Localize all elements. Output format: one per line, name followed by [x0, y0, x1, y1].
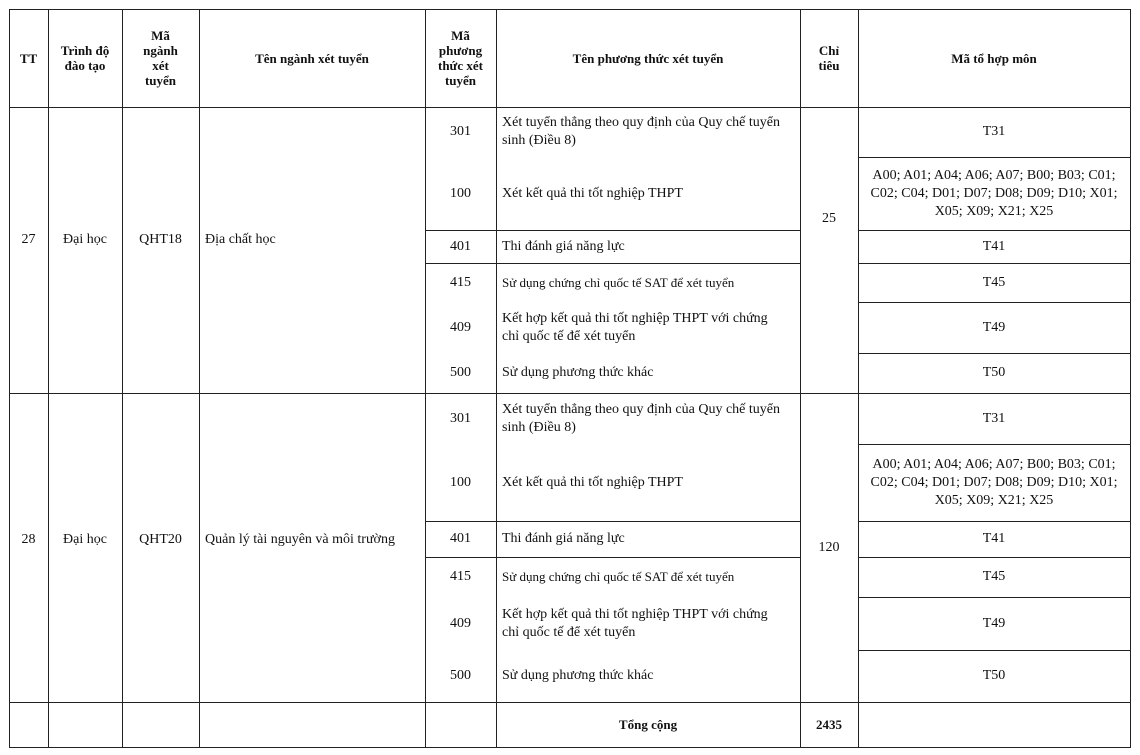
column-border-8 — [1130, 9, 1131, 748]
method-name-text: Xét tuyển thẳng theo quy định của Quy chế tuyển sinh (Điều 8) — [502, 115, 780, 148]
method-combo-text: T41 — [982, 531, 1006, 546]
method-combo-text: A00; A01; A04; A06; A07; B00; B03; C01; C02; C04; D01; D07; D08; D09; D10; X01; X05; X09; X21; X25 — [870, 167, 1118, 219]
total-label — [496, 702, 800, 747]
method-name — [496, 650, 800, 702]
method-name-text: Xét kết quả thi tốt nghiệp THPT — [502, 474, 683, 490]
program-level — [48, 228, 122, 252]
method-combo — [858, 521, 1130, 557]
method-name — [496, 393, 800, 444]
header-tt-text: TT — [19, 50, 38, 66]
method-code-text: 401 — [450, 531, 471, 546]
method-combo — [858, 444, 1130, 521]
method-name-text: Kết hợp kết quả thi tốt nghiệp THPT với chứng chỉ quốc tế để xét tuyển — [502, 606, 768, 640]
header-level — [48, 9, 122, 107]
method-code — [425, 157, 496, 230]
method-combo — [858, 157, 1130, 230]
method-combo — [858, 353, 1130, 393]
method-combo — [858, 107, 1130, 157]
method-code-text: 500 — [450, 668, 471, 683]
header-method-name — [496, 9, 800, 107]
method-code-text: 409 — [450, 615, 471, 631]
program-code — [122, 228, 199, 252]
program-quota-text: 25 — [822, 211, 836, 226]
header-major-code — [122, 9, 199, 107]
program-name — [199, 520, 425, 560]
program-quota-text: 120 — [818, 540, 840, 555]
header-quota — [800, 9, 858, 107]
method-combo-text: A00; A01; A04; A06; A07; B00; B03; C01; C02; C04; D01; D07; D08; D09; D10; X01; X05; X09; X21; X25 — [870, 456, 1118, 508]
header-major-name-text: Tên ngành xét tuyển — [255, 50, 369, 66]
method-code-text: 415 — [450, 569, 471, 584]
program-code-text: QHT18 — [139, 232, 182, 247]
method-code-text: 401 — [450, 238, 471, 254]
method-code — [425, 444, 496, 521]
method-name-text: Sử dụng chứng chỉ quốc tế SAT để xét tuyển — [502, 569, 735, 584]
method-code-text: 100 — [450, 474, 471, 490]
header-quota-text: Chỉ tiêu — [818, 43, 840, 73]
method-combo-text: T49 — [982, 615, 1006, 631]
header-major-code-text: Mã ngành xét tuyển — [143, 28, 178, 88]
method-code — [425, 107, 496, 157]
program-quota — [800, 536, 858, 560]
program-tt — [9, 528, 48, 552]
method-combo — [858, 650, 1130, 702]
method-combo — [858, 302, 1130, 353]
method-code — [425, 521, 496, 557]
header-level-text: Trình độ đào tạo — [60, 43, 110, 73]
program-quota — [800, 207, 858, 231]
method-code — [425, 302, 496, 353]
column-border-1 — [48, 9, 49, 748]
program-tt-text: 28 — [21, 532, 36, 547]
program-tt-text: 27 — [21, 232, 36, 247]
method-name — [496, 302, 800, 353]
column-border-6 — [800, 9, 801, 748]
method-name-text: Thi đánh giá năng lực — [502, 238, 625, 254]
total-value-text: 2435 — [816, 717, 842, 732]
method-name-text: Xét kết quả thi tốt nghiệp THPT — [502, 185, 683, 201]
method-name-text: Sử dụng chứng chỉ quốc tế SAT để xét tuyển — [502, 274, 735, 290]
column-border-2 — [122, 9, 123, 748]
method-combo — [858, 557, 1130, 597]
program-level-text: Đại học — [63, 232, 107, 247]
method-name — [496, 230, 800, 263]
program-name — [199, 220, 425, 260]
method-name-text: Sử dụng phương thức khác — [502, 668, 654, 683]
method-code — [425, 650, 496, 702]
method-name — [496, 107, 800, 157]
method-name-text: Xét tuyển thẳng theo quy định của Quy chế tuyển sinh (Điều 8) — [502, 401, 780, 435]
program-name-text: Địa chất học — [205, 232, 276, 247]
table-bottom-border — [9, 747, 1131, 748]
program-tt — [9, 228, 48, 252]
method-code — [425, 597, 496, 650]
method-name-text: Sử dụng phương thức khác — [502, 365, 654, 380]
header-method-code — [425, 9, 496, 107]
method-code — [425, 353, 496, 393]
header-method-name-text: Tên phương thức xét tuyển — [572, 50, 724, 66]
method-code-text: 415 — [450, 274, 471, 290]
column-border-3 — [199, 9, 200, 748]
program-name-text: Quản lý tài nguyên và môi trường — [205, 532, 395, 547]
program-level-text: Đại học — [63, 532, 107, 547]
method-code — [425, 263, 496, 302]
method-code-text: 100 — [450, 185, 471, 201]
method-code — [425, 393, 496, 444]
method-combo-text: T45 — [982, 569, 1006, 584]
method-combo-text: T49 — [982, 319, 1006, 335]
method-code-text: 409 — [450, 319, 471, 335]
method-code-text: 301 — [450, 124, 471, 139]
method-code-text: 500 — [450, 365, 471, 380]
total-label-text: Tổng cộng — [618, 717, 678, 732]
program-code-text: QHT20 — [139, 532, 182, 547]
program-level — [48, 528, 122, 552]
method-combo — [858, 393, 1130, 444]
header-major-name — [199, 9, 425, 107]
method-name — [496, 157, 800, 230]
method-name-text: Kết hợp kết quả thi tốt nghiệp THPT với chứng chỉ quốc tế để xét tuyển — [502, 310, 768, 344]
method-name — [496, 444, 800, 521]
method-code — [425, 230, 496, 263]
program-code — [122, 528, 199, 552]
method-combo-text: T50 — [982, 365, 1006, 380]
method-name — [496, 597, 800, 650]
method-code-text: 301 — [450, 410, 471, 426]
method-combo — [858, 597, 1130, 650]
method-name — [496, 557, 800, 597]
method-combo — [858, 263, 1130, 302]
header-combo-text: Mã tổ hợp môn — [951, 50, 1037, 66]
header-combo — [858, 9, 1130, 107]
method-combo-text: T50 — [982, 668, 1006, 683]
header-method-code-text: Mã phương thức xét tuyển — [438, 28, 483, 88]
method-combo-text: T31 — [982, 410, 1006, 426]
method-name — [496, 353, 800, 393]
total-value — [800, 702, 858, 747]
method-combo-text: T45 — [982, 274, 1006, 290]
method-code — [425, 557, 496, 597]
method-combo-text: T31 — [982, 124, 1006, 139]
method-name-text: Thi đánh giá năng lực — [502, 531, 625, 546]
header-tt — [9, 9, 48, 107]
method-name — [496, 521, 800, 557]
method-combo — [858, 230, 1130, 263]
column-border-0 — [9, 9, 10, 748]
method-name — [496, 263, 800, 302]
method-combo-text: T41 — [982, 238, 1006, 254]
